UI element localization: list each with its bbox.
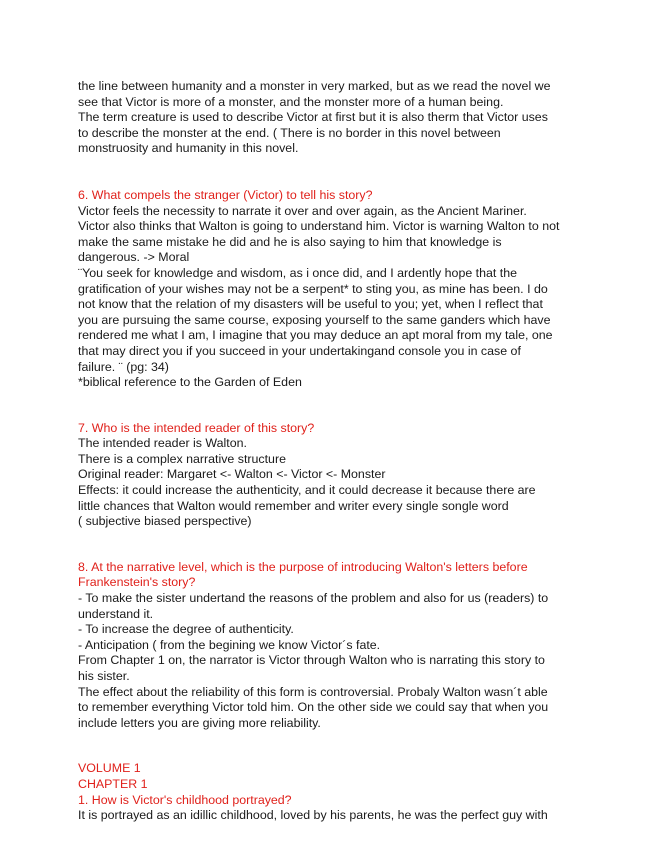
question-6-section xyxy=(78,188,578,391)
text-line: Victor feels the necessity to narrate it over and over again, as the Ancient Mariner. xyxy=(78,203,527,218)
chapter-heading: CHAPTER 1 xyxy=(78,776,148,791)
text-line: his sister. xyxy=(78,669,130,683)
text-line: From Chapter 1 on, the narrator is Victor through Walton who is narrating this story to xyxy=(78,653,545,668)
question-8-section xyxy=(78,560,578,732)
text-line: little chances that Walton would remember and writer every single songle word xyxy=(78,498,509,513)
text-line: ( subjective biased perspective) xyxy=(78,514,252,529)
text-line: - To increase the degree of authenticity. xyxy=(78,622,294,637)
question-7-section xyxy=(78,421,578,530)
text-line: dangerous. -> Moral xyxy=(78,250,190,265)
text-line: Original reader: Margaret <- Walton <- Victor <- Monster xyxy=(78,467,386,482)
quote-line: gratification of your wishes may not be a serpent* to sting you, as mine has been. I do xyxy=(78,281,548,296)
text-line: The intended reader is Walton. xyxy=(78,436,247,451)
quote-line: failure. ¨ (pg: 34) xyxy=(78,359,169,374)
text-line: - To make the sister undertand the reasons of the problem and also for us (readers) to xyxy=(78,591,549,606)
question-8-heading: Frankenstein's story? xyxy=(78,575,196,590)
text-line: understand it. xyxy=(78,606,154,621)
question-6-heading: 6. What compels the stranger (Victor) to tell his story? xyxy=(78,187,373,202)
text-line: make the same mistake he did and he is also saying to him that knowledge is xyxy=(78,234,502,249)
text-line: to describe the monster at the end. ( There is no border in this novel between xyxy=(78,125,501,140)
text-line: include letters you are giving more reliability. xyxy=(78,715,321,730)
question-1-heading: 1. How is Victor's childhood portrayed? xyxy=(78,792,292,807)
question-7-heading: 7. Who is the intended reader of this story? xyxy=(78,420,315,435)
text-line: There is a complex narrative structure xyxy=(78,451,286,466)
text-line: to remember everything Victor told him. On the other side we could say that when you xyxy=(78,700,549,715)
quote-line: that may direct you if you succeed in your undertakingand console you in case of xyxy=(78,343,521,358)
text-line: the line between humanity and a monster in very marked, but as we read the novel we xyxy=(78,79,551,93)
footnote-line: *biblical reference to the Garden of Eden xyxy=(78,375,302,390)
text-line: Victor also thinks that Walton is going to understand him. Victor is warning Walton to not xyxy=(78,219,560,234)
quote-line: you are pursuing the same course, exposing yourself to the same ganders which have xyxy=(78,312,551,327)
question-8-heading: 8. At the narrative level, which is the purpose of introducing Walton's letters before xyxy=(78,559,528,574)
quote-line: not know that the relation of my disasters will be useful to you; yet, when I reflect that xyxy=(78,297,543,312)
volume-heading: VOLUME 1 xyxy=(78,761,141,776)
text-line: Effects: it could increase the authenticity, and it could decrease it because there are xyxy=(78,483,536,498)
text-line: The effect about the reliability of this form is controversial. Probaly Walton wasn´t able xyxy=(78,684,548,699)
text-line: see that Victor is more of a monster, and the monster more of a human being. xyxy=(78,94,504,109)
text-line: monstruosity and humanity in this novel. xyxy=(78,141,299,156)
intro-paragraph xyxy=(78,79,578,157)
quote-line: ¨You seek for knowledge and wisdom, as i once did, and I ardently hope that the xyxy=(78,265,518,280)
text-line: The term creature is used to describe Victor at first but it is also therm that Victor uses xyxy=(78,110,548,125)
volume-1-section xyxy=(78,761,578,823)
quote-line: rendered me what I am, I imagine that you may deduce an apt moral from my tale, one xyxy=(78,328,553,343)
text-line: - Anticipation ( from the begining we know Victor´s fate. xyxy=(78,637,381,652)
document-page xyxy=(78,79,578,824)
text-line: It is portrayed as an idillic childhood, loved by his parents, he was the perfect guy with xyxy=(78,808,548,823)
